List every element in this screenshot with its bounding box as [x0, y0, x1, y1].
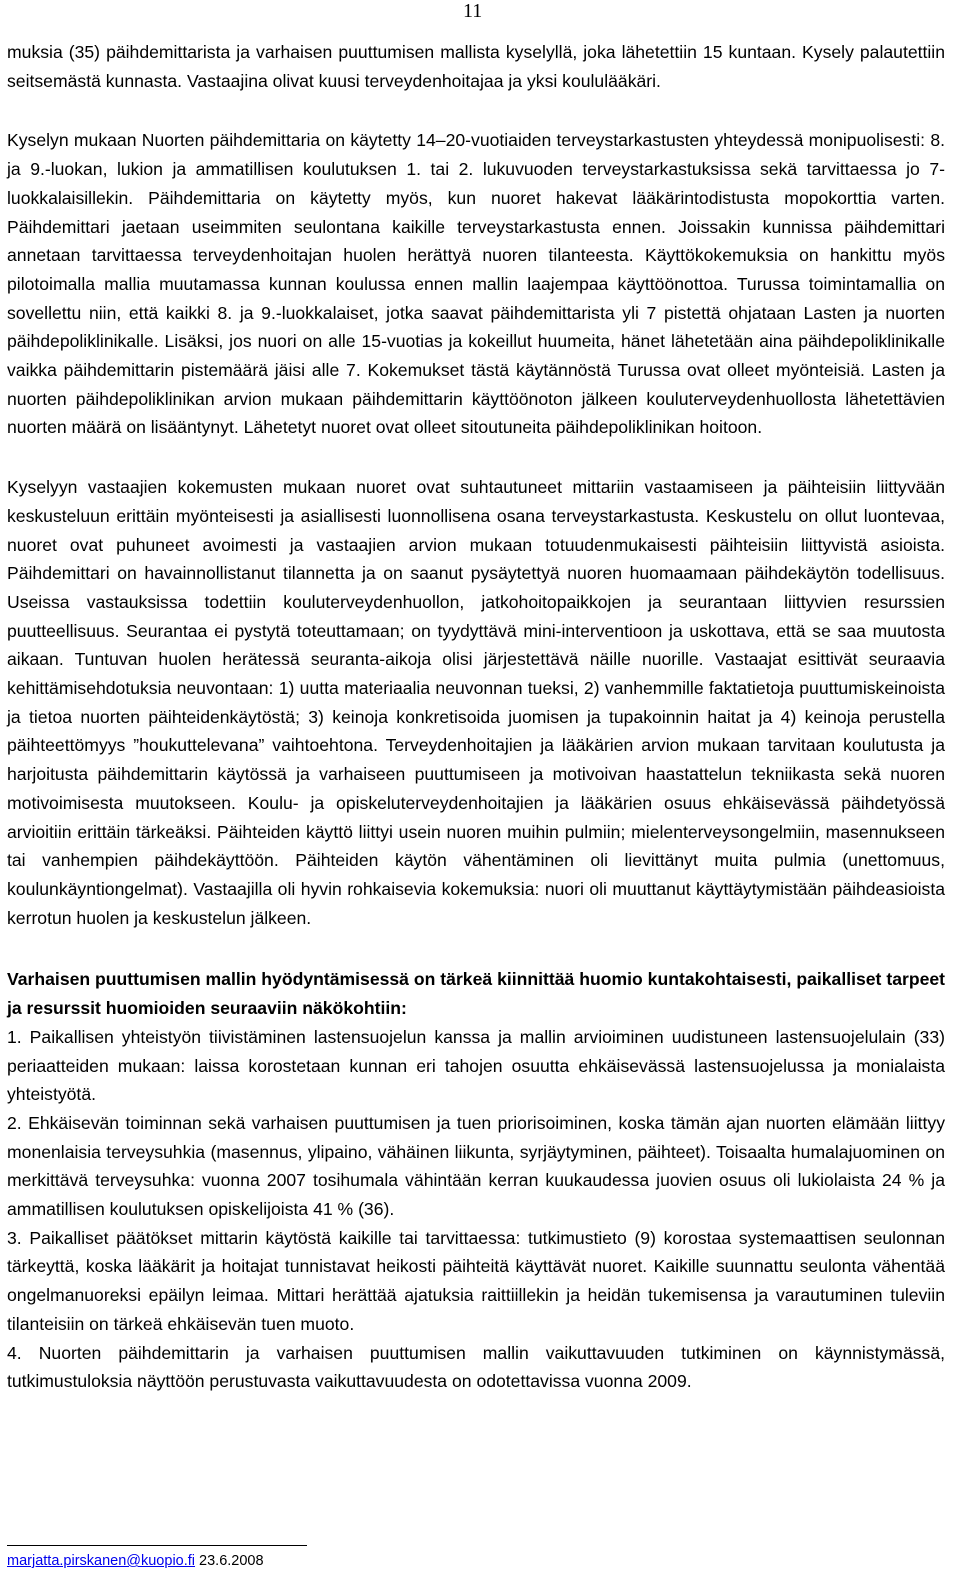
page-number: 11 — [463, 0, 483, 22]
list-item: 3. Paikalliset päätökset mittarin käytöstä kaikille tai tarvittaessa: tutkimustieto (9) korostaa systemaattisen seulonnan tärkeyttä, koska lääkärit ja hoitajat tunnistavat heikosti päihteitä käyttävät nuoret. Kaikille suunnattu seulonta vähentää ongelmanuoreksi epäilyn leimaa. Mittari herättää ajatuksia raittiillekin ja heidän tukemisensa ja varautuminen tuleviin tilanteisiin on tärkeä ehkäisevän tuen muoto. — [7, 1227, 945, 1334]
footer-divider — [7, 1545, 307, 1546]
footer-line — [7, 1552, 945, 1570]
paragraph-spacer — [7, 932, 945, 965]
paragraph-usage-results: Kyselyn mukaan Nuorten päihdemittaria on käytetty 14–20-vuotiaiden terveystarkastusten yhteydessä monipuolisesti: 8. ja 9.-luokan, lukion ja ammatillisen koulutuksen 1. tai 2. lukuvuoden terveystarkastuksissa sekä tarvittaessa jo 7-luokkalaisillekin. Päihdemittaria on käytetty myös, kun nuoret hakevat lääkärintodistusta mopokorttia varten. Päihdemittari jaetaan useimmiten seulontana kaikille terveystarkastusta ennen. Joissakin kunnissa päihdemittari annetaan tarvittaessa terveydenhoitajan huolen herättyä nuoren tilanteesta. Käyttökokemuksia on hankittu myös pilotoimalla mallia muutamassa kunnan koulussa ennen mallin laajempaa käyttöönottoa. Turussa toimintamallia on sovellettu niin, että kaikki 8. ja 9.-luokkalaiset, jotka saavat päihdemittarista yli 7 pistettä ohjataan Lasten ja nuorten päihdepoliklinikalle. Lisäksi, jos nuori on alle 15-vuotias ja kokeillut huumeita, hänet lähetetään aina päihdepoliklinikalle vaikka päihdemittarin pistemäärä jäisi alle 7. Kokemukset tästä käytännöstä Turussa ovat olleet myönteisiä. Lasten ja nuorten päihdepoliklinikan arvion mukaan päihdemittarin käyttöönoton jälkeen kouluterveydenhuollosta lähetettävien nuorten määrä on lisääntynyt. Lähetetyt nuoret ovat olleet sitoutuneita päihdepoliklinikan hoitoon. — [7, 130, 945, 438]
page-footer — [7, 1545, 945, 1570]
footer-date: 23.6.2008 — [199, 1553, 264, 1569]
list-item: 4. Nuorten päihdemittarin ja varhaisen puuttumisen mallin vaikuttavuuden tutkiminen on käynnistymässä, tutkimustuloksia näyttöön perustuvasta vaikuttavuudesta on odotettavissa vuonna 2009. — [7, 1342, 945, 1392]
paragraph-survey-intro: muksia (35) päihdemittarista ja varhaisen puuttumisen mallista kyselyllä, joka lähetettiin 15 kuntaan. Kysely palautettiin seitsemästä kunnasta. Vastaajina olivat kuusi terveydenhoitajaa ja yksi koululääkäri. — [7, 42, 945, 91]
list-item: 2. Ehkäisevän toiminnan sekä varhaisen puuttumisen ja tuen priorisoiminen, koska tämän ajan nuorten elämään liittyy monenlaisia terveysuhkia (masennus, ylipaino, vähäinen liikunta, syrjäytyminen, päihteet). Toisaalta humalajuominen on merkittävä terveysuhka: vuonna 2007 tosihumala vähintään kerran kuukaudessa juovien osuus oli lukiolaista 24 % ja ammatillisen koulutuksen opiskelijoista 41 % (36). — [7, 1112, 945, 1220]
document-body — [7, 38, 945, 1396]
section-heading: Varhaisen puuttumisen mallin hyödyntämisessä on tärkeä kiinnittää huomio kuntakohtaisesti, paikalliset tarpeet ja resurssit huomioiden seuraaviin näkökohtiin: — [7, 969, 945, 1019]
paragraph-spacer — [7, 442, 945, 473]
paragraph-respondent-experiences: Kyselyyn vastaajien kokemusten mukaan nuoret ovat suhtautuneet mittariin vastaamiseen ja päihteisiin liittyvään keskusteluun erittäin myönteisesti ja asiallisesti luonnollisena osana terveystarkastusta. Keskustelu on ollut luontevaa, nuoret ovat puhuneet avoimesti ja vastaajien arvion mukaan totuudenmukaisesti päihteisiin liittyvistä asioista. Päihdemittari on havainnollistanut tilannetta ja on saanut pysäytettyä nuoren huomaamaan päihdekäytön todellisuus. Useissa vastauksissa todettiin kouluterveydenhuollon, jatkohoitopaikkojen ja seurantaan liittyvien resurssien puutteellisuus. Seurantaa ei pystytä toteuttamaan; on tyydyttävä mini-interventioon ja uskottava, että se saa muutosta aikaan. Tuntuvan huolen herätessä seuranta-aikoja olisi järjestettävä näille nuorille. Vastaajat esittivät seuraavia kehittämisehdotuksia neuvontaan: 1) uutta materiaalia neuvonnan tueksi, 2) vanhemmille faktatietoja puuttumiskeinoista ja tietoa nuorten päihteidenkäytöstä; 3) keinoja konkretisoida juomisen ja tupakoinnin haitat ja 4) keinoja perustella päihteettömyys ”houkuttelevana” vaihtoehtona. Terveydenhoitajien ja lääkärien arvion mukaan tarvitaan koulutusta ja harjoitusta päihdemittarin käytössä ja varhaiseen puuttumiseen ja motivoivan haastattelun tekniikasta sekä nuoren motivoimisesta muutokseen. Koulu- ja opiskeluterveydenhoitajien ja lääkärien osuus ehkäisevässä päihdetyössä arvioitiin erittäin tärkeäksi. Päihteiden käyttö liittyi usein nuoren muihin pulmiin; mielenterveysongelmiin, masennukseen tai vanhempien päihdekäyttöön. Päihteiden käytön vähentäminen oli lievittänyt muita pulmia (unettomuus, koulunkäyntiongelmat). Vastaajilla oli hyvin rohkaisevia kokemuksia: nuori oli muuttanut käyttäytymistään päihdeasioista kerrotun huolen ja keskustelun jälkeen. — [7, 477, 945, 928]
list-item: 1. Paikallisen yhteistyön tiivistäminen lastensuojelun kanssa ja mallin arvioiminen uudistuneen lastensuojelulain (33) periaatteiden mukaan: laissa korostetaan kunnan eri tahojen osuutta ehkäisevässä lastensuojelussa ja monialaista yhteistyötä. — [7, 1026, 945, 1105]
paragraph-spacer — [7, 95, 945, 126]
author-email-link[interactable]: marjatta.pirskanen@kuopio.fi — [7, 1553, 196, 1569]
